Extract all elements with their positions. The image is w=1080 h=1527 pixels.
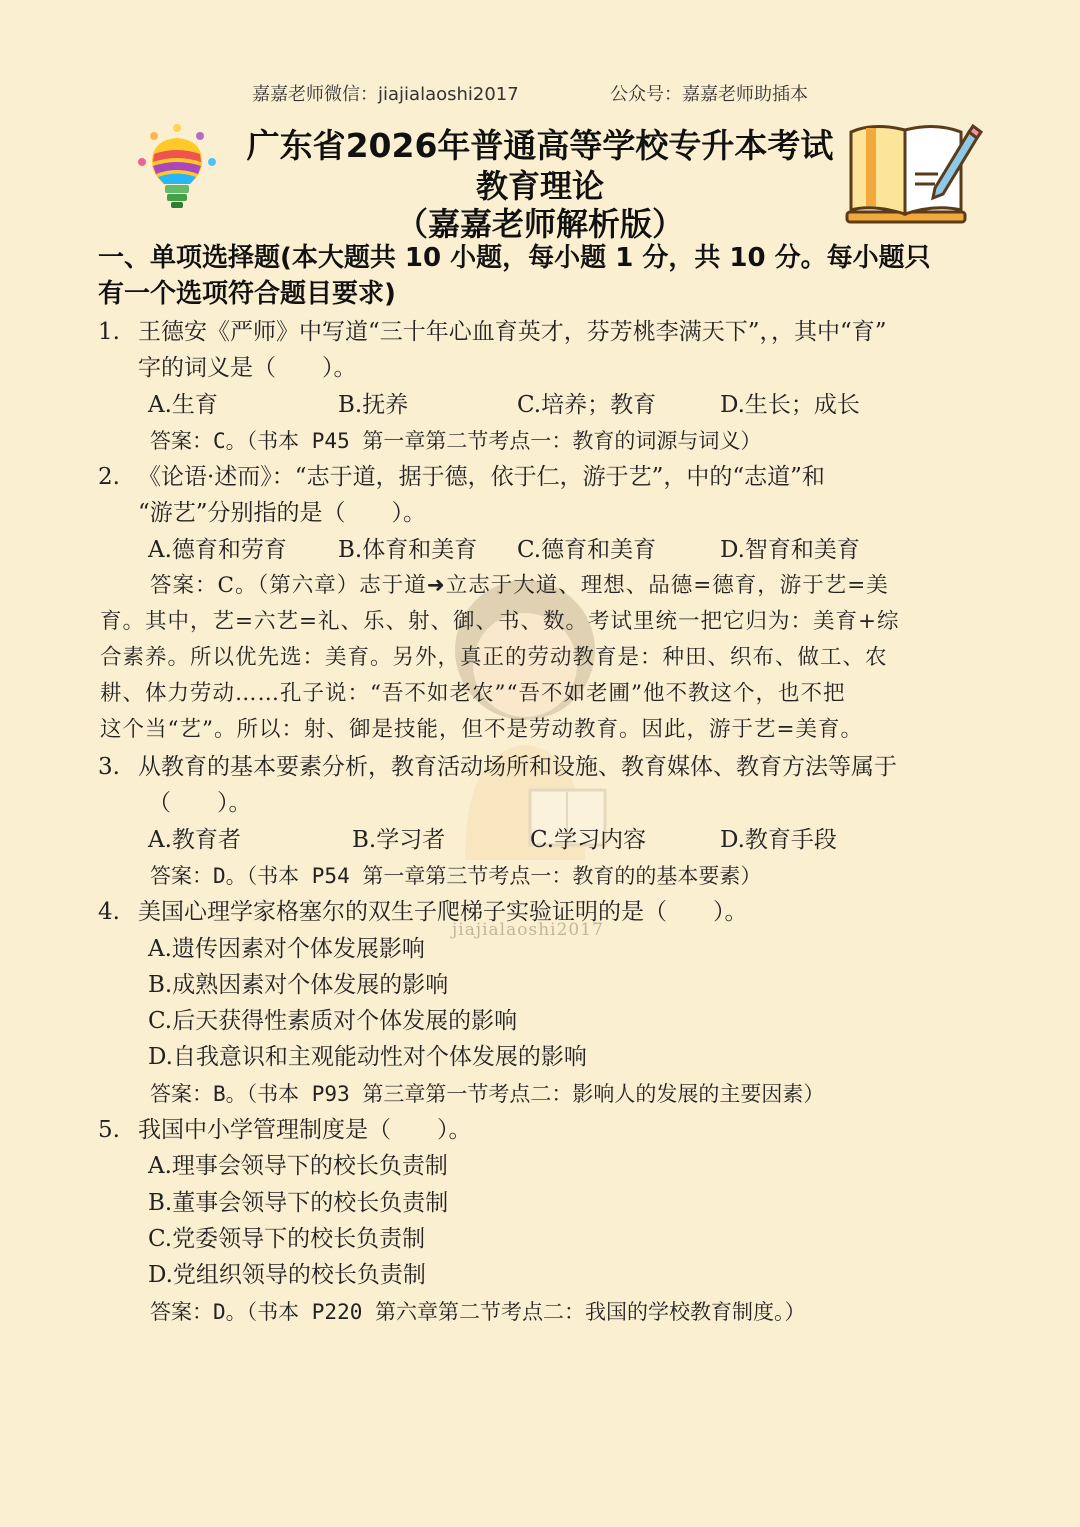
official-account: 公众号：嘉嘉老师助插本 (610, 84, 808, 105)
option-d: D.党组织领导的校长负责制 (148, 1262, 426, 1288)
option-a: A.德育和劳育 (148, 537, 287, 563)
question-number: 1. (98, 319, 120, 345)
wechat-contact: 嘉嘉老师微信：jiajialaoshi2017 (252, 84, 519, 105)
option-a: A.生育 (148, 392, 218, 418)
option-c: C.党委领导下的校长负责制 (148, 1226, 426, 1252)
option-d: D.生长；成长 (720, 392, 860, 418)
option-b: B.抚养 (338, 392, 409, 418)
book-pencil-icon (843, 118, 983, 228)
answer-line: 答案：D。（书本 P54 第一章第三节考点一：教育的的基本要素） (150, 864, 762, 888)
option-d: D.自我意识和主观能动性对个体发展的影响 (148, 1044, 587, 1070)
answer-line: 答案：C。（第六章）志于道➜立志于大道、理想、品德=德育，游于艺=美 (150, 573, 889, 598)
question-number: 5. (98, 1117, 120, 1143)
question-stem-line: 从教育的基本要素分析，教育活动场所和设施、教育媒体、教育方法等属于 (138, 754, 897, 780)
question-number: 3. (98, 754, 120, 780)
question-stem-line: （ ）。 (148, 790, 252, 816)
question-stem-line: “游艺”分别指的是（ ）。 (138, 500, 427, 526)
section-heading-line-1: 一、单项选择题(本大题共 10 小题，每小题 1 分，共 10 分。每小题只 (98, 243, 931, 273)
option-b: B.成熟因素对个体发展的影响 (148, 972, 449, 998)
watermark-text: jiajialaoshi2017 (452, 920, 604, 940)
lightbulb-icon (132, 122, 222, 217)
explanation-line: 这个当“艺”。所以：射、御是技能，但不是劳动教育。因此，游于艺=美育。 (100, 717, 864, 742)
answer-line: 答案：C。（书本 P45 第一章第二节考点一：教育的词源与词义） (150, 429, 762, 453)
option-b: B.学习者 (352, 827, 446, 853)
answer-line: 答案：B。（书本 P93 第三章第一节考点二：影响人的发展的主要因素） (150, 1082, 825, 1106)
exam-title (230, 125, 850, 243)
option-c: C.德育和美育 (517, 537, 657, 563)
option-c: C.学习内容 (530, 827, 647, 853)
option-c: C.培养；教育 (517, 392, 657, 418)
section-heading (98, 240, 988, 312)
explanation-line: 耕、体力劳动……孔子说：“吾不如老农”“吾不如老圃”他不教这个，也不把 (100, 681, 846, 706)
question-stem-line: 王德安《严师》中写道“三十年心血育英才，芬芳桃李满天下”，，其中“育” (138, 319, 887, 345)
option-a: A.遗传因素对个体发展影响 (148, 936, 425, 962)
option-c: C.后天获得性素质对个体发展的影响 (148, 1008, 518, 1034)
title-line-1: 广东省2026年普通高等学校专升本考试 (246, 126, 834, 165)
explanation-line: 育。其中，艺=六艺=礼、乐、射、御、书、数。考试里统一把它归为：美育+综 (100, 609, 900, 634)
question-stem-line: 美国心理学家格塞尔的双生子爬梯子实验证明的是（ ）。 (138, 899, 748, 925)
question-stem-line: 字的词义是（ ）。 (138, 355, 357, 381)
title-line-3: （嘉嘉老师解析版） (395, 205, 684, 243)
option-a: A.理事会领导下的校长负责制 (148, 1153, 448, 1179)
title-line-2: 教育理论 (475, 167, 604, 205)
section-heading-line-2: 有一个选项符合题目要求) (98, 279, 396, 309)
option-d: D.智育和美育 (720, 537, 860, 563)
option-a: A.教育者 (148, 827, 241, 853)
question-stem-line: 《论语·述而》：“志于道，据于德，依于仁，游于艺”，中的“志道”和 (138, 464, 825, 490)
explanation-line: 合素养。所以优先选：美育。另外，真正的劳动教育是：种田、织布、做工、农 (100, 645, 888, 670)
answer-line: 答案：D。（书本 P220 第六章第二节考点二：我国的学校教育制度。） (150, 1300, 806, 1324)
question-stem-line: 我国中小学管理制度是（ ）。 (138, 1117, 472, 1143)
option-d: D.教育手段 (720, 827, 837, 853)
option-b: B.体育和美育 (338, 537, 478, 563)
question-number: 2. (98, 464, 120, 490)
option-b: B.董事会领导下的校长负责制 (148, 1190, 449, 1216)
question-number: 4. (98, 899, 120, 925)
header-contact (0, 80, 1080, 106)
